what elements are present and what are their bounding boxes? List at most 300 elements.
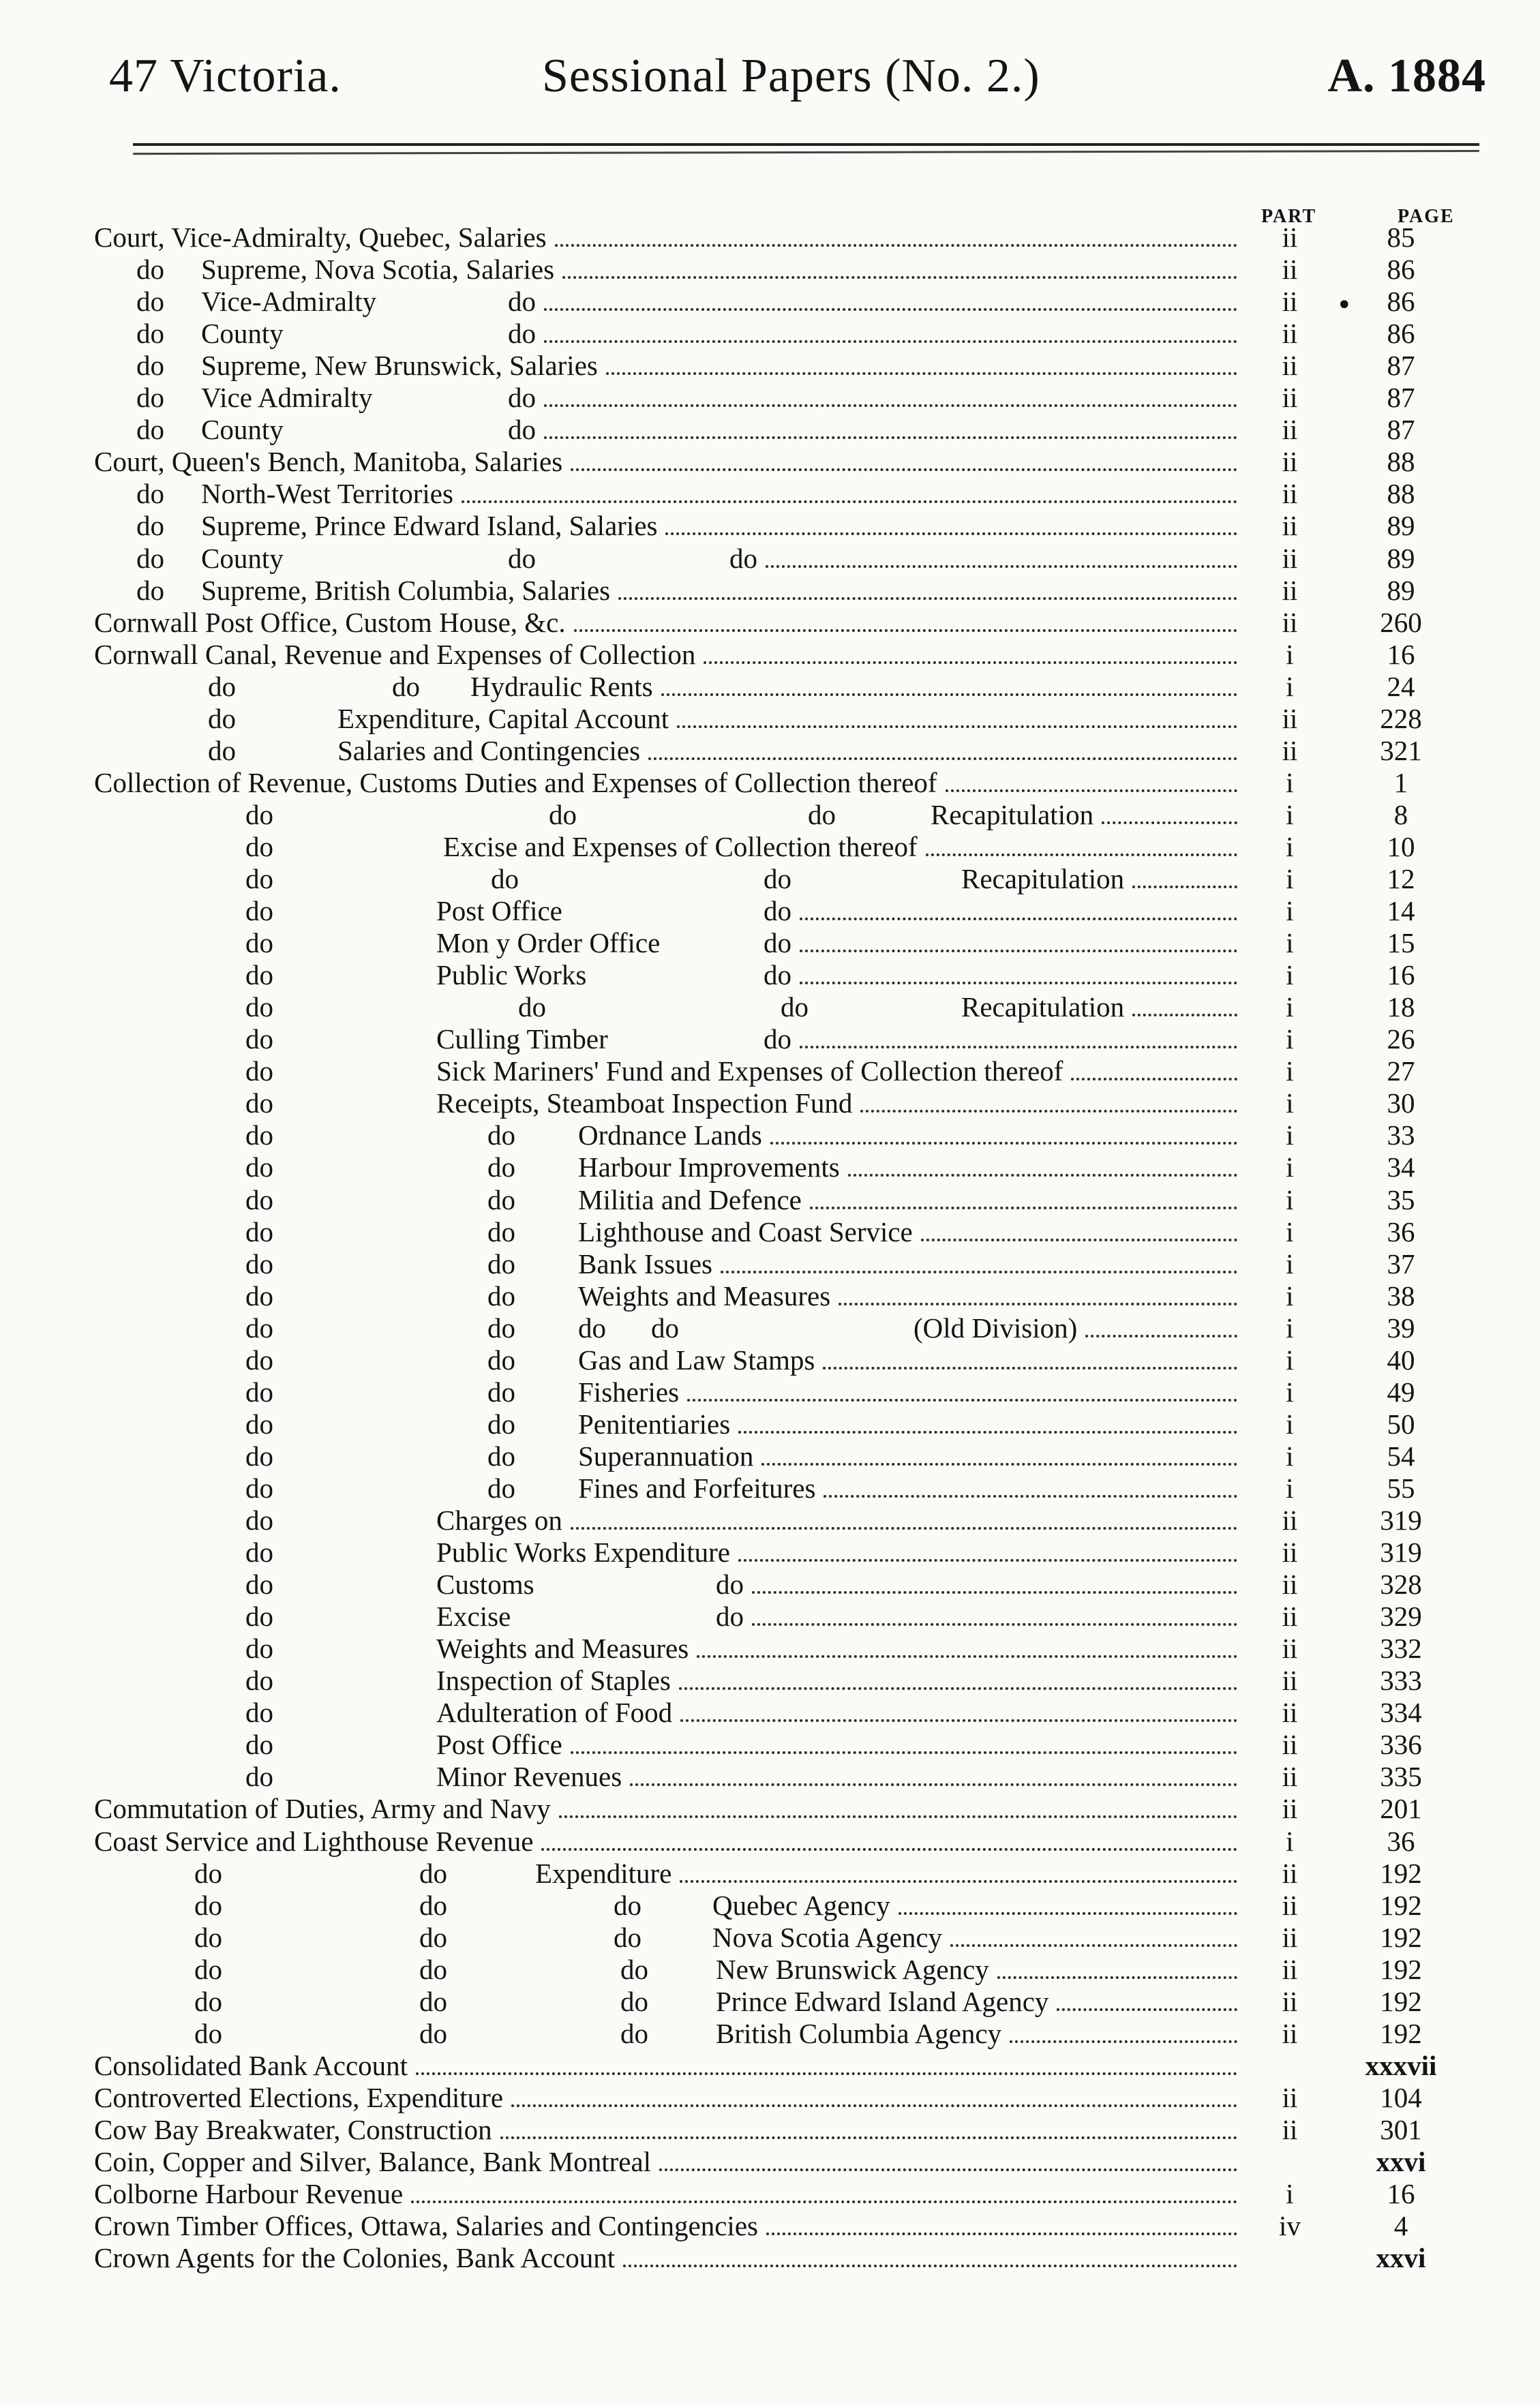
entry-text: New Brunswick Agency: [716, 1953, 989, 1985]
index-entry: [0, 1826, 1540, 1858]
dot-leader: [997, 1976, 1237, 1979]
entry-text: do: [419, 2017, 447, 2049]
dot-leader: [824, 1495, 1237, 1498]
entry-page: 201: [1380, 1793, 1422, 1825]
entry-part: ii: [1282, 606, 1298, 638]
dot-leader: [839, 1303, 1237, 1305]
index-entry: [0, 318, 1540, 350]
entry-subject: do: [245, 1569, 273, 1601]
entry-page: 33: [1387, 1119, 1415, 1151]
entry-page: 89: [1387, 510, 1415, 542]
entry-text: do: [620, 1985, 648, 2017]
index-entry: [0, 1890, 1540, 1922]
index-entry: [0, 446, 1540, 478]
entry-subject: do: [245, 1440, 273, 1472]
entry-text: do: [419, 1921, 447, 1953]
entry-subject: Coin, Copper and Silver, Balance, Bank Montreal: [94, 2146, 652, 2177]
entry-text: do: [764, 863, 791, 894]
entry-text: Customs: [436, 1569, 534, 1601]
dot-leader: [571, 468, 1237, 471]
entry-subject: Crown Agents for the Colonies, Bank Account: [94, 2242, 616, 2274]
entry-subject: do: [245, 1633, 273, 1665]
index-entry: [0, 2210, 1540, 2242]
entry-subject: do: [245, 863, 273, 894]
entry-part: i: [1286, 766, 1294, 798]
entry-text: do: [419, 1889, 447, 1921]
index-entry: [0, 2178, 1540, 2210]
index-entry: [0, 382, 1540, 414]
dot-leader: [571, 1527, 1237, 1530]
index-entry: [0, 1023, 1540, 1055]
entry-page: 86: [1387, 286, 1415, 318]
entry-page: 50: [1387, 1408, 1415, 1440]
entry-text: Expenditure: [535, 1857, 672, 1889]
entry-text: Nova Scotia Agency: [712, 1921, 943, 1953]
index-entry: [0, 575, 1540, 607]
entry-page: 36: [1387, 1825, 1415, 1857]
entry-part: ii: [1282, 1665, 1298, 1697]
entry-subject: do: [194, 1985, 222, 2017]
entry-part: i: [1286, 670, 1294, 702]
entry-subject: do: [136, 574, 164, 606]
entry-part: ii: [1282, 1985, 1298, 2017]
entry-text: Excise: [436, 1601, 511, 1633]
index-entry: [0, 991, 1540, 1023]
index-entry: [0, 1248, 1540, 1280]
entry-subject: do: [245, 1215, 273, 1247]
entry-subject: Controverted Elections, Expenditure: [94, 2081, 504, 2113]
entry-part: ii: [1282, 318, 1298, 350]
entry-part: i: [1286, 927, 1294, 959]
entry-text: do: [614, 1921, 641, 1953]
entry-text: Public Works: [436, 959, 587, 991]
index-entry: [0, 1537, 1540, 1569]
entry-text: Superannuation: [578, 1440, 754, 1472]
entry-page: 1: [1393, 766, 1408, 798]
entry-text: Inspection of Staples: [436, 1665, 671, 1697]
entry-page: 319: [1380, 1537, 1422, 1569]
entry-subject: Consolidated Bank Account: [94, 2049, 408, 2081]
index-entry: [0, 799, 1540, 831]
entry-text: do: [487, 1312, 515, 1344]
header-year: A. 1884: [1327, 50, 1486, 102]
entry-text: do: [614, 1889, 641, 1921]
dot-leader: [555, 244, 1237, 247]
dot-leader: [721, 1271, 1237, 1273]
entry-text: do: [508, 382, 536, 414]
entry-page: 192: [1380, 2017, 1422, 2049]
header-title: Sessional Papers (No. 2.): [542, 50, 1040, 102]
entry-subject: do: [245, 1023, 273, 1055]
entry-text: Bank Issues: [578, 1247, 713, 1280]
entry-part: ii: [1282, 382, 1298, 414]
entry-subject: do: [194, 1921, 222, 1953]
entry-part: ii: [1282, 478, 1298, 510]
entry-text: (Old Division): [914, 1312, 1078, 1344]
header-rule: [133, 143, 1479, 146]
entry-part: ii: [1282, 1569, 1298, 1601]
entry-text: do: [620, 1953, 648, 1985]
entry-page: 55: [1387, 1472, 1415, 1504]
entry-part: ii: [1282, 1697, 1298, 1729]
entry-subject: do: [136, 254, 164, 286]
dot-leader: [1057, 2008, 1237, 2011]
entry-subject: Colborne Harbour Revenue: [94, 2178, 404, 2210]
entry-page: 192: [1380, 1985, 1422, 2017]
entry-text: Recapitulation: [931, 798, 1094, 830]
entry-text: do: [419, 1985, 447, 2017]
dot-leader: [770, 1142, 1237, 1145]
entry-subject: Court, Vice-Admiralty, Quebec, Salaries: [94, 222, 547, 253]
index-entry: [0, 1793, 1540, 1825]
index-entry: [0, 350, 1540, 382]
entry-page: 16: [1387, 959, 1415, 991]
dot-leader: [899, 1912, 1237, 1915]
entry-page: 334: [1380, 1697, 1422, 1729]
dot-leader: [623, 2265, 1237, 2267]
entry-part: ii: [1282, 1504, 1298, 1536]
entry-text: do: [487, 1376, 515, 1408]
entry-text: Salaries and Contingencies: [337, 734, 641, 766]
index-entry: [0, 1986, 1540, 2018]
dot-leader: [860, 1110, 1237, 1113]
index-entry: [0, 1697, 1540, 1729]
entry-text: do: [549, 798, 577, 830]
entry-part: ii: [1282, 350, 1298, 382]
entry-part: ii: [1282, 414, 1298, 446]
entry-part: ii: [1282, 1601, 1298, 1633]
entry-text: Expenditure, Capital Account: [337, 702, 669, 734]
entry-subject: do: [245, 1312, 273, 1344]
index-entry: [0, 2146, 1540, 2178]
entry-part: i: [1286, 1151, 1294, 1183]
entry-subject: do: [245, 1729, 273, 1761]
index-entry: [0, 510, 1540, 542]
entry-part: i: [1286, 1376, 1294, 1408]
entry-page: 333: [1380, 1665, 1422, 1697]
entry-part: ii: [1282, 254, 1298, 286]
index-entry: [0, 2050, 1540, 2082]
entry-part: ii: [1282, 574, 1298, 606]
dot-leader: [648, 757, 1237, 760]
entry-subject: do: [208, 670, 236, 702]
dot-leader: [544, 308, 1237, 311]
entry-text: Militia and Defence: [578, 1183, 802, 1215]
dot-leader: [926, 853, 1237, 856]
entry-part: i: [1286, 991, 1294, 1023]
entry-text: do: [419, 1857, 447, 1889]
entry-text: Quebec Agency: [712, 1889, 890, 1921]
entry-subject: do: [245, 895, 273, 927]
page-header: [89, 35, 1486, 110]
dot-leader: [1102, 821, 1237, 824]
entry-subject: do: [245, 1665, 273, 1697]
entry-page: 89: [1387, 542, 1415, 574]
entry-part: i: [1286, 1408, 1294, 1440]
entry-text: do: [764, 959, 791, 991]
entry-part: i: [1286, 1472, 1294, 1504]
entry-page: 10: [1387, 830, 1415, 862]
dot-leader: [1132, 886, 1237, 888]
entry-text: do: [392, 670, 420, 702]
entry-text: do: [487, 1119, 515, 1151]
index-entry: [0, 222, 1540, 254]
entry-text: Receipts, Steamboat Inspection Fund: [436, 1087, 853, 1119]
entry-part: ii: [1282, 2081, 1298, 2113]
index-entry: [0, 2018, 1540, 2050]
entry-page: 335: [1380, 1761, 1422, 1793]
dot-leader: [766, 2233, 1237, 2235]
entry-text: Harbour Improvements: [578, 1151, 840, 1183]
entry-text: Post Office: [436, 1729, 562, 1761]
entry-subject: do: [194, 1889, 222, 1921]
entry-text: do: [764, 1023, 791, 1055]
dot-leader: [1132, 1014, 1237, 1016]
dot-leader: [500, 2136, 1237, 2139]
dot-leader: [752, 1623, 1237, 1626]
entry-page: 89: [1387, 574, 1415, 606]
entry-part: i: [1286, 1440, 1294, 1472]
entry-page: 88: [1387, 478, 1415, 510]
entry-text: do: [716, 1569, 744, 1601]
entry-part: i: [1286, 1119, 1294, 1151]
entry-text: Excise and Expenses of Collection thereof: [443, 830, 918, 862]
dot-leader: [800, 982, 1237, 984]
index-entry: [0, 1344, 1540, 1376]
entry-page: 87: [1387, 414, 1415, 446]
entry-text: Lighthouse and Coast Service: [578, 1215, 913, 1247]
entry-text: Sick Mariners' Fund and Expenses of Collection thereof: [436, 1055, 1063, 1087]
dot-leader: [950, 1944, 1237, 1947]
entry-subject: do: [245, 991, 273, 1023]
index-entry: [0, 286, 1540, 318]
dot-leader: [1010, 2040, 1237, 2043]
entry-text: Vice Admiralty: [201, 382, 373, 414]
entry-part: i: [1286, 1825, 1294, 1857]
entry-subject: do: [245, 1151, 273, 1183]
dot-leader: [544, 436, 1237, 439]
dot-leader: [559, 1815, 1237, 1818]
entry-part: i: [1286, 2178, 1294, 2210]
entry-subject: do: [136, 382, 164, 414]
entry-text: do: [518, 991, 546, 1023]
index-entry: [0, 1504, 1540, 1537]
entry-part: ii: [1282, 542, 1298, 574]
entry-subject: do: [136, 414, 164, 446]
entry-page: 104: [1380, 2081, 1422, 2113]
entry-page: 192: [1380, 1889, 1422, 1921]
entry-subject: do: [245, 1119, 273, 1151]
index-entry: [0, 1119, 1540, 1151]
entry-text: Gas and Law Stamps: [578, 1344, 815, 1376]
entry-subject: do: [245, 1344, 273, 1376]
entry-part: iv: [1279, 2210, 1301, 2242]
entry-page: 37: [1387, 1247, 1415, 1280]
entry-subject: do: [136, 542, 164, 574]
dot-leader: [606, 372, 1237, 375]
entry-text: County: [201, 414, 284, 446]
entry-subject: Collection of Revenue, Customs Duties and Expenses of Collection thereof: [94, 766, 937, 798]
dot-leader: [630, 1783, 1237, 1786]
entry-subject: Commutation of Duties, Army and Navy: [94, 1793, 551, 1825]
entry-page: xxvi: [1376, 2242, 1426, 2274]
entry-page: 49: [1387, 1376, 1415, 1408]
entry-page: 16: [1387, 638, 1415, 670]
dot-leader: [574, 629, 1237, 632]
entry-page: xxxvii: [1365, 2049, 1437, 2081]
header-volume: 47 Victoria.: [109, 50, 342, 102]
entry-text: Minor Revenues: [436, 1761, 622, 1793]
entry-page: 301: [1380, 2113, 1422, 2145]
entry-text: County: [201, 318, 284, 350]
entry-part: ii: [1282, 1793, 1298, 1825]
entry-part: ii: [1282, 1953, 1298, 1985]
entry-page: 192: [1380, 1857, 1422, 1889]
entry-subject: do: [245, 1761, 273, 1793]
entry-text: do: [508, 542, 536, 574]
entry-subject: do: [245, 1537, 273, 1569]
entry-subject: do: [208, 734, 236, 766]
dot-leader: [752, 1591, 1237, 1594]
dot-leader: [704, 661, 1237, 664]
entry-text: Mon y Order Office: [436, 927, 661, 959]
stray-dot-mark: •: [1336, 290, 1353, 321]
entry-subject: do: [245, 1087, 273, 1119]
entry-subject: do: [136, 286, 164, 318]
entry-text: do: [487, 1215, 515, 1247]
entry-part: i: [1286, 1280, 1294, 1312]
entry-page: 192: [1380, 1921, 1422, 1953]
dot-leader: [665, 532, 1237, 535]
entry-page: 24: [1387, 670, 1415, 702]
entry-text: Supreme, Nova Scotia, Salaries: [201, 254, 555, 286]
entry-text: Fines and Forfeitures: [578, 1472, 816, 1504]
entry-page: 35: [1387, 1183, 1415, 1215]
entry-page: 87: [1387, 350, 1415, 382]
entry-text: do: [764, 895, 791, 927]
entry-subject: do: [245, 1472, 273, 1504]
index-entry: [0, 1472, 1540, 1504]
entry-subject: do: [245, 830, 273, 862]
header-rule-secondary: [133, 150, 1479, 155]
entry-text: Hydraulic Rents: [470, 670, 653, 702]
entry-text: Prince Edward Island Agency: [716, 1985, 1049, 2017]
entry-text: do: [487, 1408, 515, 1440]
dot-leader: [738, 1559, 1237, 1562]
index-entry: [0, 1922, 1540, 1954]
index-entry: [0, 478, 1540, 510]
entry-subject: do: [245, 927, 273, 959]
entry-part: ii: [1282, 286, 1298, 318]
index-entry: [0, 1633, 1540, 1665]
entry-page: 36: [1387, 1215, 1415, 1247]
entry-subject: do: [136, 478, 164, 510]
entry-part: i: [1286, 1312, 1294, 1344]
entry-subject: Cornwall Post Office, Custom House, &c.: [94, 606, 566, 638]
index-entry: [0, 2114, 1540, 2146]
entry-part: i: [1286, 895, 1294, 927]
dot-leader: [738, 1431, 1237, 1434]
entry-part: ii: [1282, 2113, 1298, 2145]
entry-text: do: [508, 414, 536, 446]
entry-subject: do: [245, 1504, 273, 1536]
entry-text: Recapitulation: [961, 863, 1125, 894]
entry-page: 8: [1393, 798, 1408, 830]
index-entry: [0, 1954, 1540, 1986]
index-entry: [0, 1761, 1540, 1793]
index-entry: [0, 1858, 1540, 1890]
entry-part: i: [1286, 1055, 1294, 1087]
entry-page: 86: [1387, 254, 1415, 286]
entry-subject: do: [245, 798, 273, 830]
dot-leader: [800, 918, 1237, 920]
dot-leader: [810, 1207, 1237, 1209]
entry-page: 321: [1380, 734, 1422, 766]
entry-page: 4: [1393, 2210, 1408, 2242]
dot-leader: [544, 404, 1237, 407]
entry-subject: do: [136, 510, 164, 542]
entry-text: do: [491, 863, 519, 894]
entry-text: do: [487, 1247, 515, 1280]
entry-text: Supreme, British Columbia, Salaries: [201, 574, 611, 606]
entry-text: County: [201, 542, 284, 574]
entry-text: Supreme, Prince Edward Island, Salaries: [201, 510, 658, 542]
index-entry: [0, 671, 1540, 703]
dot-leader: [511, 2104, 1237, 2107]
entry-text: Supreme, New Brunswick, Salaries: [201, 350, 598, 382]
entry-part: ii: [1282, 1889, 1298, 1921]
entry-text: Penitentiaries: [578, 1408, 731, 1440]
entry-page: 30: [1387, 1087, 1415, 1119]
dot-leader: [1071, 1078, 1237, 1080]
index-entry: [0, 767, 1540, 799]
dot-leader: [680, 1719, 1237, 1722]
entry-text: Charges on: [436, 1504, 562, 1536]
entry-text: do: [508, 318, 536, 350]
entry-part: ii: [1282, 510, 1298, 542]
index-entry: [0, 2242, 1540, 2274]
index-entry: [0, 1665, 1540, 1697]
entry-page: 329: [1380, 1601, 1422, 1633]
entry-subject: do: [245, 1697, 273, 1729]
index-entry: [0, 1408, 1540, 1440]
entry-part: ii: [1282, 1857, 1298, 1889]
entry-page: xxvi: [1376, 2146, 1426, 2177]
index-entry: [0, 895, 1540, 927]
column-header-part: PART: [1261, 206, 1317, 227]
entry-subject: do: [245, 1055, 273, 1087]
entry-part: ii: [1282, 1921, 1298, 1953]
entry-subject: do: [208, 702, 236, 734]
dot-leader: [416, 2072, 1237, 2075]
index-entry: [0, 254, 1540, 286]
entry-part: ii: [1282, 1633, 1298, 1665]
dot-leader: [661, 693, 1237, 696]
entry-page: 14: [1387, 895, 1415, 927]
entry-text: do: [808, 798, 836, 830]
index-entry: [0, 831, 1540, 863]
entry-part: i: [1286, 1023, 1294, 1055]
entry-subject: do: [245, 1376, 273, 1408]
entry-subject: do: [245, 1247, 273, 1280]
entry-page: 15: [1387, 927, 1415, 959]
dot-leader: [679, 1687, 1237, 1690]
dot-leader: [1085, 1335, 1237, 1337]
entry-part: i: [1286, 638, 1294, 670]
entry-text: do: [487, 1344, 515, 1376]
entry-subject: Cow Bay Breakwater, Construction: [94, 2113, 492, 2145]
entry-text: do: [764, 927, 791, 959]
